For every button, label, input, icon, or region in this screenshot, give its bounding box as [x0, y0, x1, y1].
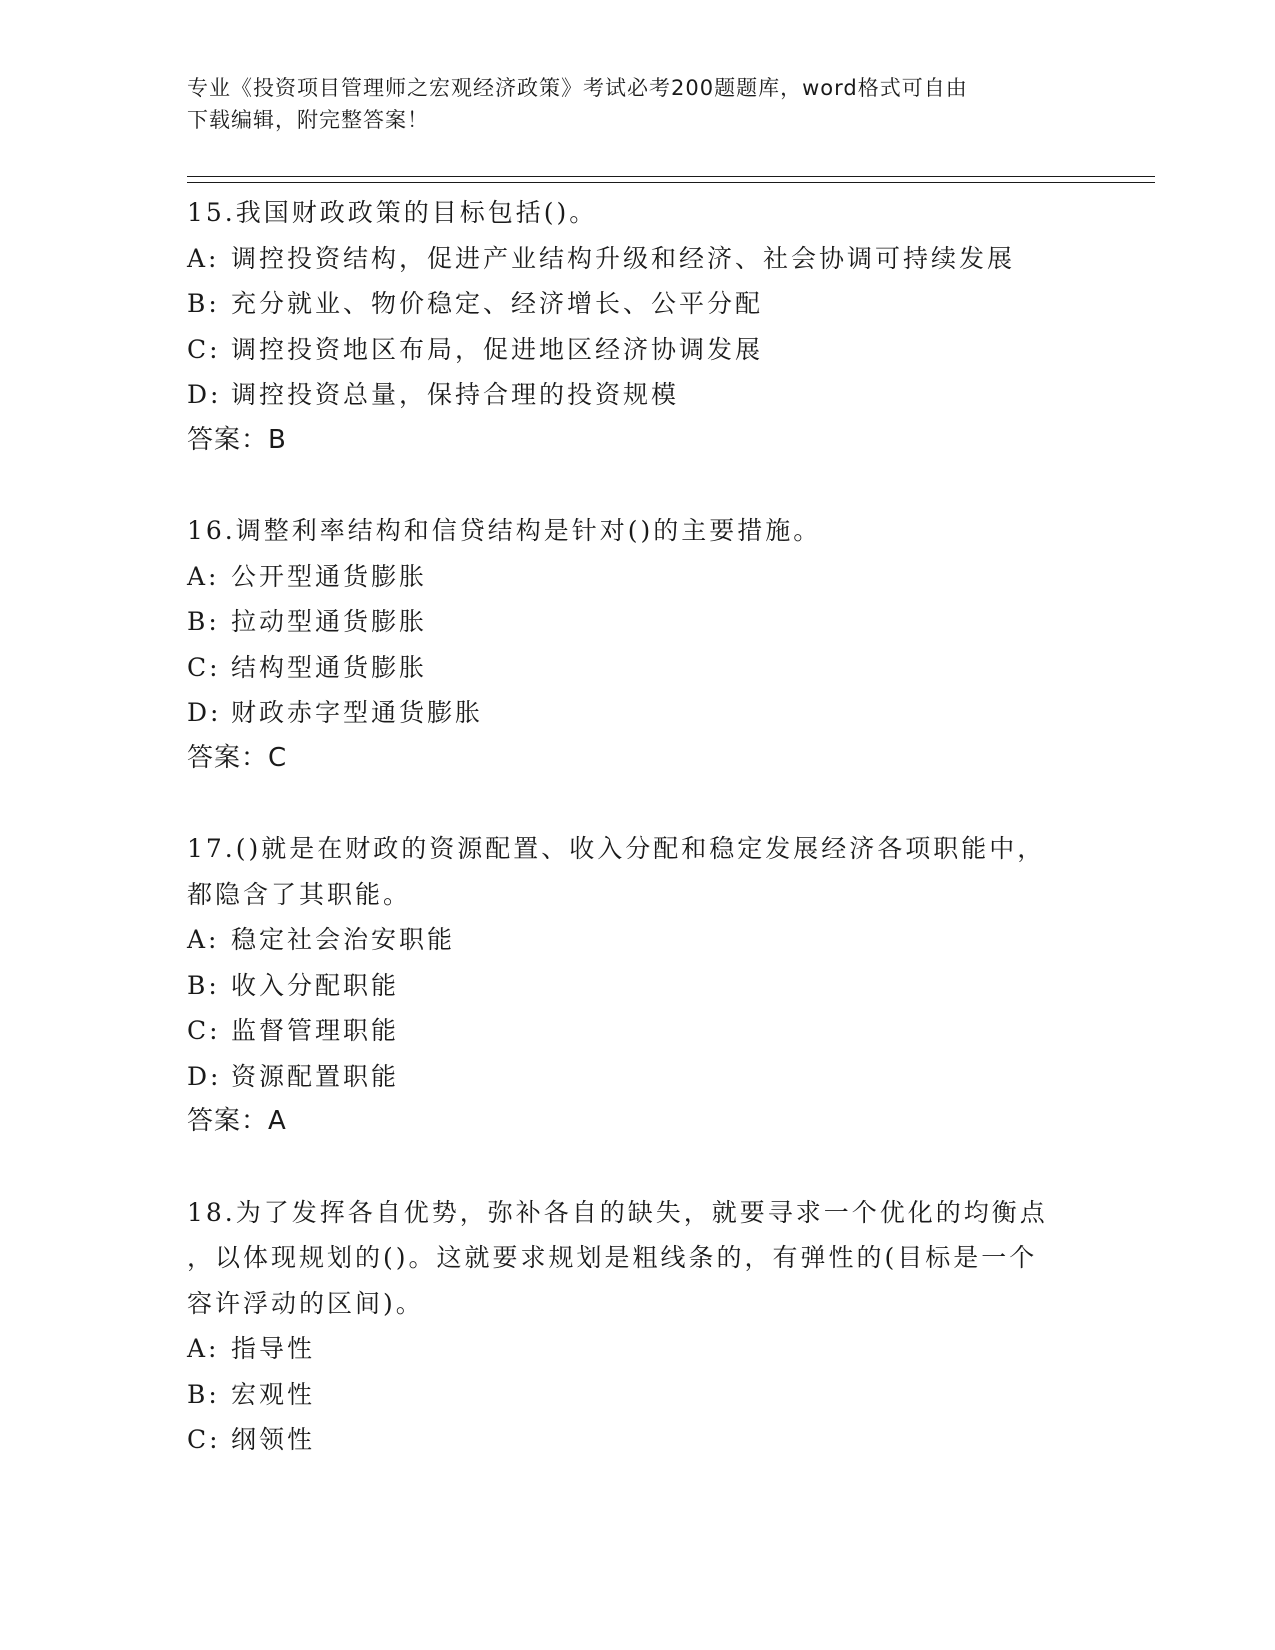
option-letter: D: — [187, 1061, 222, 1091]
header-line-1: 专业《投资项目管理师之宏观经济政策》考试必考200题题库，word格式可自由 — [187, 76, 968, 100]
question-16 — [187, 508, 1087, 781]
option-text: 纲领性 — [231, 1425, 316, 1454]
question-stem-line-2: 都隐含了其职能。 — [187, 879, 412, 909]
option-text: 收入分配职能 — [231, 970, 400, 1000]
question-stem: 16.调整利率结构和信贷结构是针对()的主要措施。 — [187, 516, 822, 545]
option-a — [187, 554, 1087, 600]
option-c — [187, 1417, 1087, 1463]
option-text: 财政赤字型通货膨胀 — [231, 698, 484, 727]
option-letter: B: — [187, 970, 220, 1000]
header-divider-bottom — [187, 182, 1155, 183]
option-a — [187, 1326, 1087, 1372]
option-text: 公开型通货膨胀 — [231, 561, 428, 591]
question-stem: 15.我国财政政策的目标包括()。 — [187, 198, 598, 227]
option-text: 调控投资地区布局，促进地区经济协调发展 — [231, 334, 764, 364]
question-15 — [187, 190, 1087, 463]
option-a — [187, 236, 1087, 282]
option-letter: A: — [187, 1334, 220, 1363]
question-17 — [187, 826, 1087, 1145]
header-line-2: 下载编辑，附完整答案！ — [187, 108, 429, 132]
option-d — [187, 1054, 1087, 1100]
question-stem-line-2: ，以体现规划的()。这就要求规划是粗线条的，有弹性的(目标是一个 — [187, 1243, 1038, 1272]
question-stem-line-1: 18.为了发挥各自优势，弥补各自的缺失，就要寻求一个优化的均衡点 — [187, 1197, 1048, 1227]
question-list — [187, 190, 1087, 1508]
option-d — [187, 690, 1087, 736]
question-stem-line-3: 容许浮动的区间)。 — [187, 1288, 424, 1318]
option-letter: B: — [187, 607, 220, 636]
option-text: 拉动型通货膨胀 — [231, 607, 428, 636]
option-text: 稳定社会治安职能 — [231, 925, 456, 954]
option-b — [187, 281, 1087, 327]
option-letter: A: — [187, 243, 220, 273]
option-letter: C: — [187, 1425, 221, 1454]
option-c — [187, 327, 1087, 373]
option-a — [187, 917, 1087, 963]
option-text: 调控投资结构，促进产业结构升级和经济、社会协调可持续发展 — [231, 243, 1016, 273]
question-18 — [187, 1190, 1087, 1463]
option-letter: B: — [187, 1379, 220, 1409]
option-b — [187, 599, 1087, 645]
option-d — [187, 372, 1087, 418]
option-text: 监督管理职能 — [231, 1016, 400, 1045]
option-text: 资源配置职能 — [231, 1061, 400, 1091]
option-letter: D: — [187, 698, 222, 727]
option-letter: C: — [187, 1016, 221, 1045]
answer-line: 答案：A — [187, 1106, 287, 1136]
option-text: 充分就业、物价稳定、经济增长、公平分配 — [231, 289, 764, 318]
option-letter: D: — [187, 380, 222, 409]
option-letter: A: — [187, 561, 220, 591]
document-header — [187, 72, 1087, 136]
answer-line: 答案：B — [187, 424, 287, 455]
option-text: 宏观性 — [231, 1379, 316, 1409]
option-text: 指导性 — [231, 1334, 316, 1363]
option-b — [187, 963, 1087, 1009]
option-letter: A: — [187, 925, 220, 954]
header-divider-top — [187, 176, 1155, 177]
option-letter: B: — [187, 289, 220, 318]
option-c — [187, 1008, 1087, 1054]
answer-line: 答案：C — [187, 742, 288, 773]
option-b — [187, 1372, 1087, 1418]
option-letter: C: — [187, 334, 221, 364]
question-stem-line-1: 17.()就是在财政的资源配置、收入分配和稳定发展经济各项职能中， — [187, 834, 1046, 863]
option-letter: C: — [187, 652, 221, 682]
option-text: 结构型通货膨胀 — [231, 652, 428, 682]
option-c — [187, 645, 1087, 691]
option-text: 调控投资总量，保持合理的投资规模 — [231, 380, 680, 409]
